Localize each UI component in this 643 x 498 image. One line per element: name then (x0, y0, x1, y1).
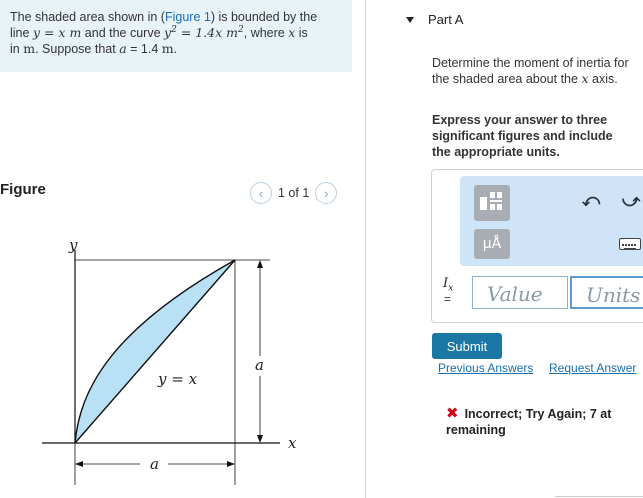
feedback-message: ✖ Incorrect; Try Again; 7 at remaining (446, 405, 612, 437)
value-input[interactable]: Value (472, 276, 568, 309)
units-mu-button[interactable]: μÅ (474, 229, 510, 259)
keyboard-icon[interactable] (619, 238, 641, 250)
bottom-divider (555, 496, 643, 497)
redo-icon[interactable]: ⤻ (622, 191, 641, 210)
incorrect-x-icon: ✖ (446, 405, 459, 422)
answer-instructions: Express your answer to three significant figures and include the appropriate units. (432, 113, 613, 159)
equals-sign: = (444, 292, 452, 306)
submit-button[interactable]: Submit (432, 333, 502, 359)
part-header[interactable] (406, 12, 463, 27)
chevron-left-icon[interactable]: ‹ (250, 182, 272, 204)
variable-label: $I_x$ (443, 276, 454, 294)
figure-diagram (0, 230, 360, 498)
problem-text: The shaded area shown in ( (10, 10, 165, 24)
line-y-equals-x (75, 260, 235, 443)
figure-link[interactable]: Figure 1 (164, 10, 211, 24)
request-answer-link[interactable]: Request Answer (549, 361, 637, 375)
a-vertical-label: a (255, 356, 264, 374)
undo-icon[interactable]: ⤺ (582, 191, 601, 210)
chevron-right-icon[interactable]: › (315, 182, 337, 204)
units-input[interactable]: Units (570, 276, 643, 309)
templates-icon[interactable] (474, 185, 510, 221)
problem-statement: The shaded area shown in (Figure 1) is bounded by the line y = x m and the curve $y^2 = 1.4x$ $m^2$, where x is in m. Suppose that a = 1.4 m. (0, 0, 352, 72)
panel-divider (365, 0, 366, 498)
equation-line: y = x m (32, 25, 82, 40)
collapse-triangle-icon[interactable] (406, 17, 414, 23)
figure-pager (250, 182, 337, 204)
equation-curve: $y^2 = 1.4x$ $m^2$ (164, 25, 244, 40)
line-equation-label: y = x (158, 370, 198, 388)
pager-text: 1 of 1 (278, 186, 310, 200)
figure-title: Figure (0, 181, 46, 198)
math-toolbar (460, 176, 643, 266)
a-horizontal-label: a (150, 455, 159, 473)
y-axis-label: y (69, 236, 78, 254)
previous-answers-link[interactable]: Previous Answers (438, 361, 534, 375)
x-axis-label: x (288, 434, 297, 452)
part-title: Part A (428, 12, 464, 27)
question-text: Determine the moment of inertia for the shaded area about the x axis. (432, 56, 629, 86)
